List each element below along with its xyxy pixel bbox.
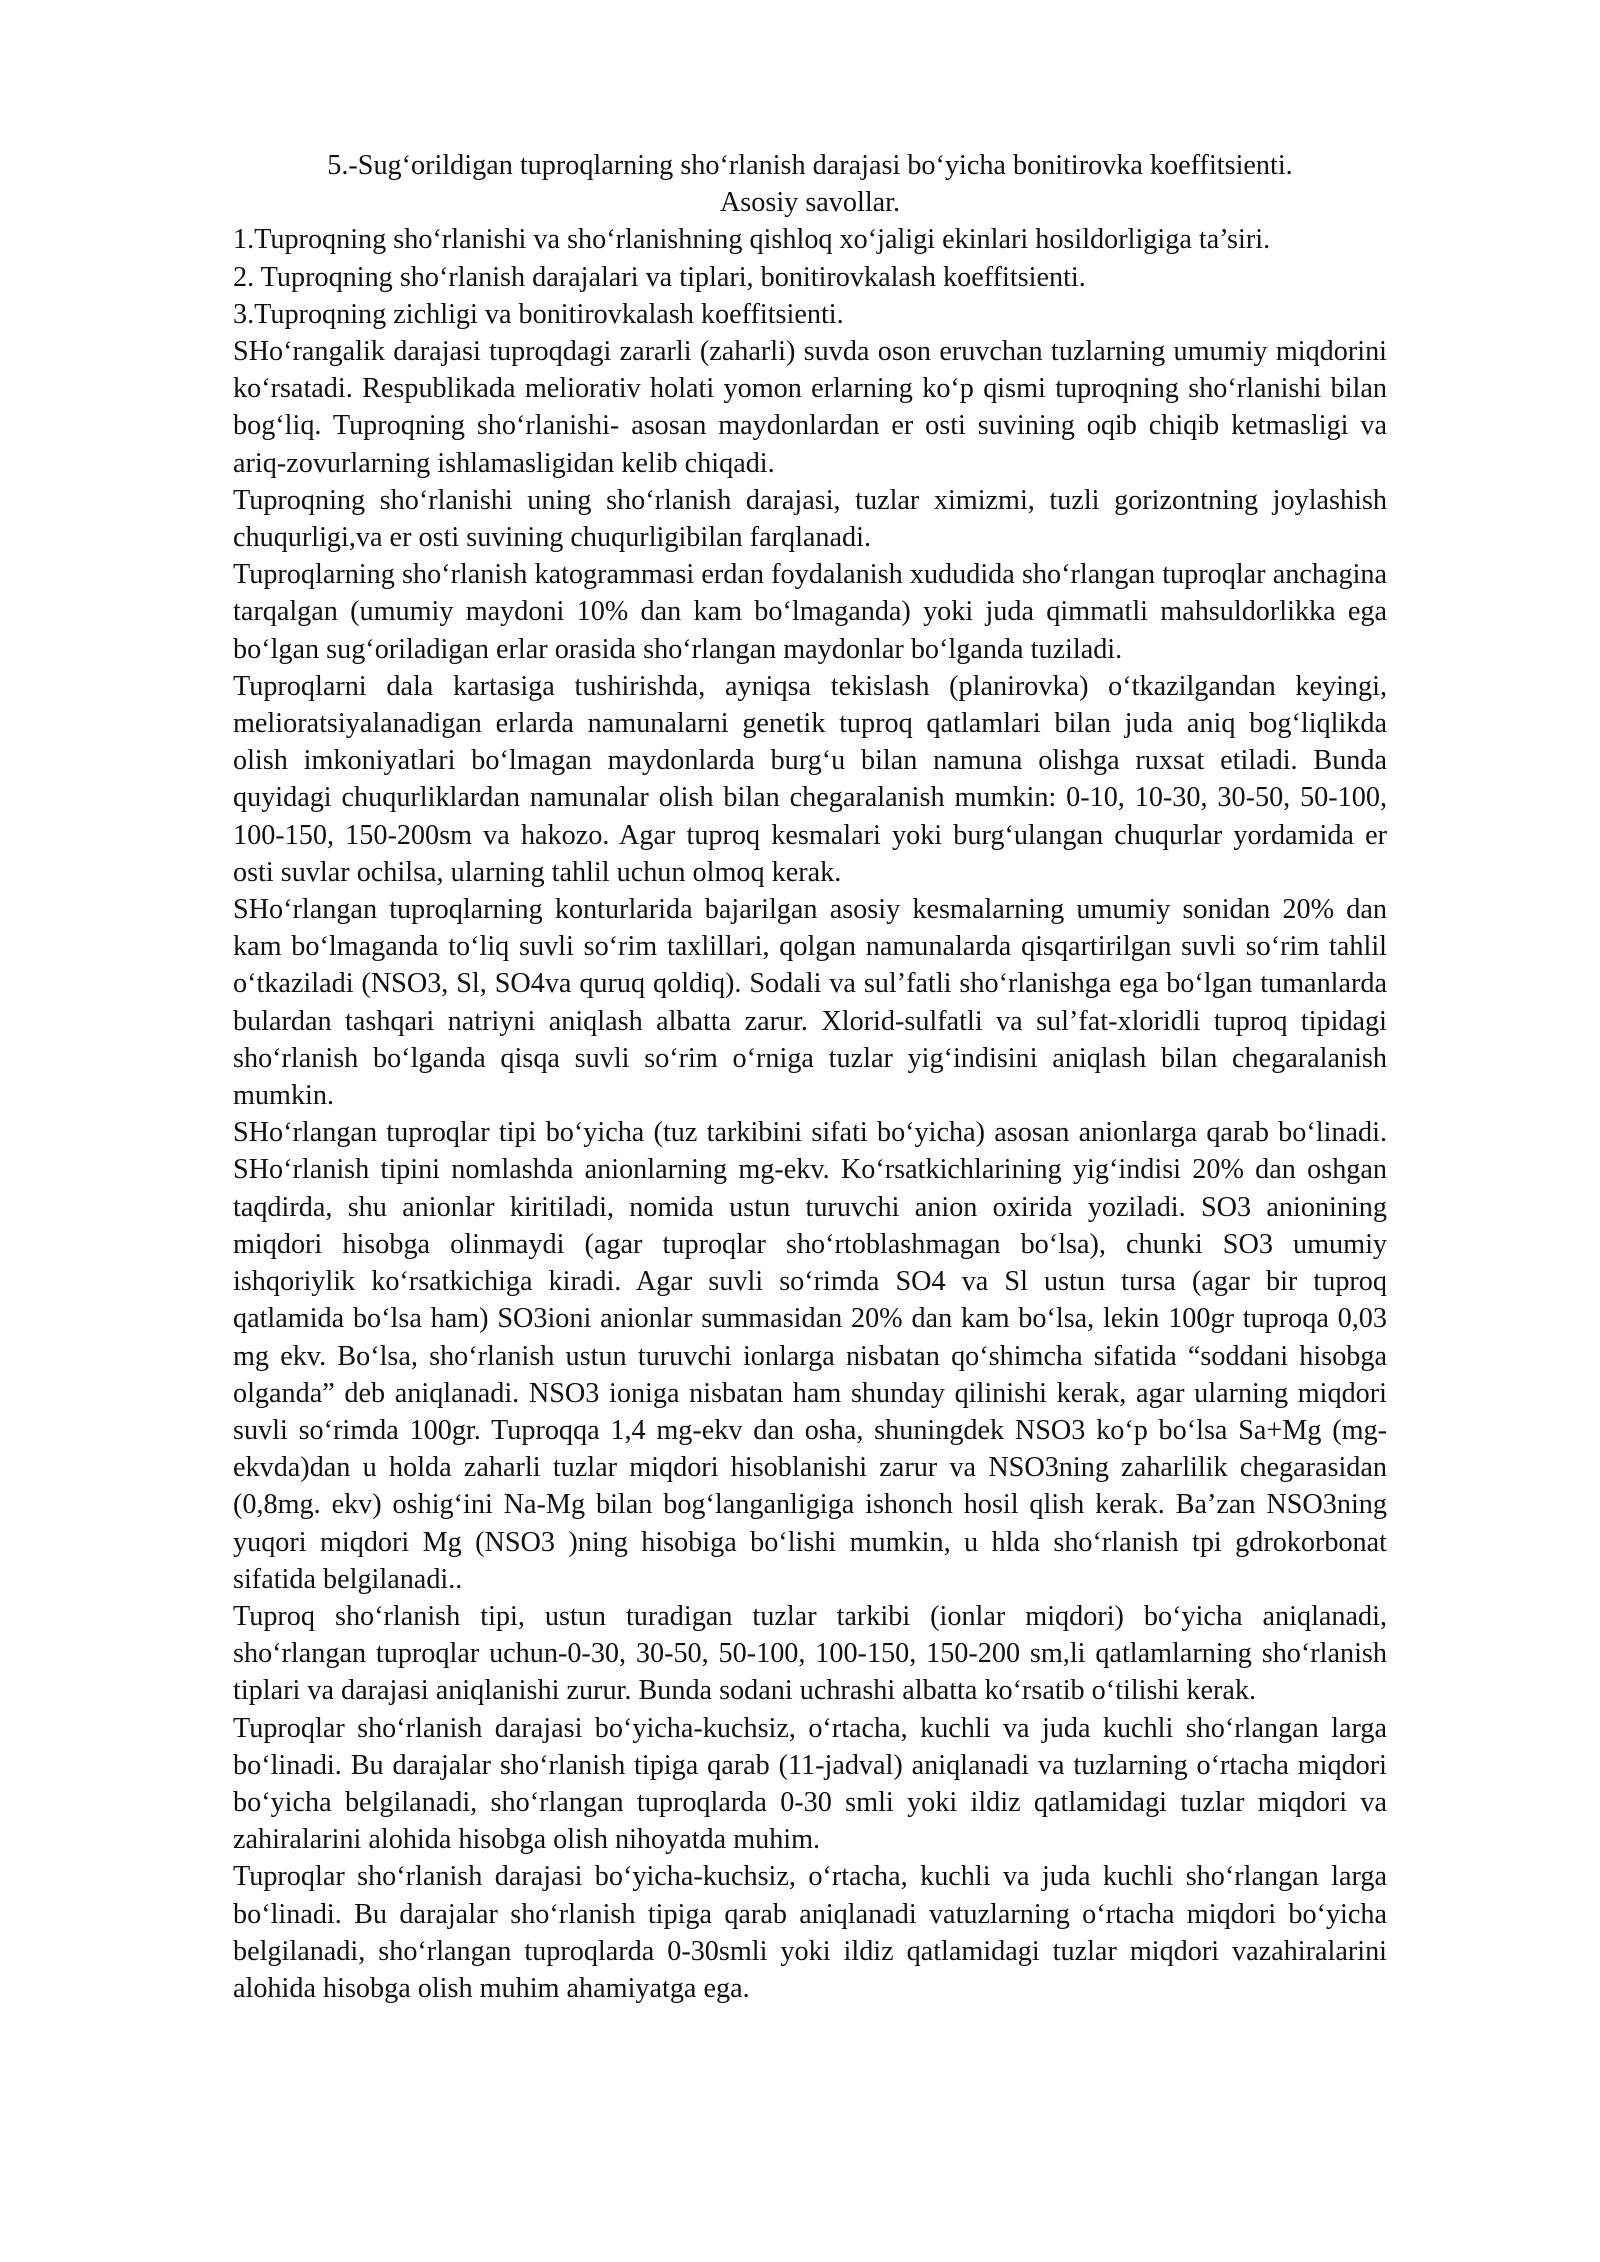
body-paragraph: SHo‘rlangan tuproqlar tipi bo‘yicha (tuz tarkibini sifati bo‘yicha) asosan anionlarga qarab bo‘linadi. SHo‘rlanish tipini nomlashda anionlarning mg-ekv. Ko‘rsatkichlarining yig‘indisi 20% dan oshgan taqdirda, shu anionlar kiritiladi, nomida ustun turuvchi anion oxirida yoziladi. SO3 anionining miqdori hisobga olinmaydi (agar tuproqlar sho‘rtoblashmagan bo‘lsa), chunki SO3 umumiy ishqoriylik ko‘rsatkichiga kiradi. Agar suvli so‘rimda SO4 va Sl ustun tursa (agar bir tuproq qatlamida bo‘lsa ham) SO3ioni anionlar summasidan 20% dan kam bo‘lsa, lekin 100gr tuproqa 0,03 mg ekv. Bo‘lsa, sho‘rlanish ustun turuvchi ionlarga nisbatan qo‘shimcha sifatida “soddani hisobga olganda” deb aniqlanadi. NSO3 ioniga nisbatan ham shunday qilinishi kerak, agar ularning miqdori suvli so‘rimda 100gr. Tuproqqa 1,4 mg-ekv dan osha, shuningdek NSO3 ko‘p bo‘lsa Sa+Mg (mg-ekvda)dan u holda zaharli tuzlar miqdori hisoblanishi zarur va NSO3ning zaharlilik chegarasidan (0,8mg. ekv) oshig‘ini Na-Mg bilan bog‘langanligiga ishonch hosil qlish kerak. Ba’zan NSO3ning yuqori miqdori Mg (NSO3 )ning hisobiga bo‘lishi mumkin, u hlda sho‘rlanish tpi gdrokorbonat sifatida belgilanadi.. [233, 1117, 1387, 1595]
document-title: 5.-Sug‘orildigan tuproqlarning sho‘rlanish darajasi bo‘yicha bonitirovka koeffitsienti. [327, 150, 1293, 181]
body-paragraph: Tuproqlarning sho‘rlanish katogrammasi erdan foydalanish xududida sho‘rlangan tuproqlar anchagina tarqalgan (umumiy maydoni 10% dan kam bo‘lmaganda) yoki juda qimmatli mahsuldorlikka ega bo‘lgan sug‘oriladigan erlar orasida sho‘rlangan maydonlar bo‘lganda tuziladi. [233, 559, 1387, 665]
question-item: 1.Tuproqning sho‘rlanishi va sho‘rlanishning qishloq xo‘jaligi ekinlari hosildorligiga ta’siri. [233, 224, 1271, 256]
body-paragraph: Tuproqlar sho‘rlanish darajasi bo‘yicha-kuchsiz, o‘rtacha, kuchli va juda kuchli sho‘rlangan larga bo‘linadi. Bu darajalar sho‘rlanish tipiga qarab (11-jadval) aniqlanadi va tuzlarning o‘rtacha miqdori bo‘yicha belgilanadi, sho‘rlangan tuproqlarda 0-30 smli yoki ildiz qatlamidagi tuzlar miqdori va zahiralarini alohida hisobga olish nihoyatda muhim. [233, 1712, 1387, 1856]
body-paragraph: Tuproqlarni dala kartasiga tushirishda, ayniqsa tekislash (planirovka) o‘tkazilgandan keyingi, melioratsiyalanadigan erlarda namunalarni genetik tuproq qatlamlari bilan juda aniq bog‘liqlikda olish imkoniyatlari bo‘lmagan maydonlarda burg‘u bilan namuna olishga ruxsat etiladi. Bunda quyidagi chuqurliklardan namunalar olish bilan chegaralanish mumkin: 0-10, 10-30, 30-50, 50-100, 100-150, 150-200sm va hakozo. Agar tuproq kesmalari yoki burg‘ulangan chuqurlar yordamida er osti suvlar ochilsa, ularning tahlil uchun olmoq kerak. [233, 670, 1387, 888]
document-subtitle: Asosiy savollar. [719, 187, 901, 219]
body-paragraph: Tuproqlar sho‘rlanish darajasi bo‘yicha-kuchsiz, o‘rtacha, kuchli va juda kuchli sho‘rlangan larga bo‘linadi. Bu darajalar sho‘rlanish tipiga qarab aniqlanadi vatuzlarning o‘rtacha miqdori bo‘yicha belgilanadi, sho‘rlangan tuproqlarda 0-30smli yoki ildiz qatlamidagi tuzlar miqdori vazahiralarini alohida hisobga olish muhim ahamiyatga ega. [233, 1861, 1387, 2004]
body-paragraph: Tuproqning sho‘rlanishi uning sho‘rlanish darajasi, tuzlar ximizmi, tuzli gorizontning joylashish chuqurligi,va er osti suvining chuqurligibilan farqlanadi. [233, 484, 1387, 554]
body-paragraph: Tuproq sho‘rlanish tipi, ustun turadigan tuzlar tarkibi (ionlar miqdori) bo‘yicha aniqlanadi, sho‘rlangan tuproqlar uchun-0-30, 30-50, 50-100, 100-150, 150-200 sm,li qatlamlarning sho‘rlanish tiplari va darajasi aniqlanishi zurur. Bunda sodani uchrashi albatta ko‘rsatib o‘tilishi kerak. [233, 1600, 1387, 1707]
body-paragraph: SHo‘rlangan tuproqlarning konturlarida bajarilgan asosiy kesmalarning umumiy sonidan 20% dan kam bo‘lmaganda to‘liq suvli so‘rim taxlillari, qolgan namunalarda qisqartirilgan suvli so‘rim tahlil o‘tkaziladi (NSO3, Sl, SO4va quruq qoldiq). Sodali va sul’fatli sho‘rlanishga ega bo‘lgan tumanlarda bulardan tashqari natriyni aniqlash albatta zarur. Xlorid-sulfatli va sul’fat-xloridli tuproq tipidagi sho‘rlanish bo‘lganda qisqa suvli so‘rim o‘rniga tuzlar yig‘indisini aniqlash bilan chegaralanish mumkin. [233, 894, 1387, 1112]
document-page [233, 147, 1387, 2007]
question-item: 3.Tuproqning zichligi va bonitirovkalash koeffitsienti. [233, 298, 844, 330]
body-paragraph: SHo‘rangalik darajasi tuproqdagi zararli (zaharli) suvda oson eruvchan tuzlarning umumiy miqdorini ko‘rsatadi. Respublikada meliorativ holati yomon erlarning ko‘p qismi tuproqning sho‘rlanishi bilan bog‘liq. Tuproqning sho‘rlanishi- asosan maydonlardan er osti suvining oqib chiqib ketmasligi va ariq-zovurlarning ishlamasligidan kelib chiqadi. [233, 336, 1387, 479]
question-item: 2. Tuproqning sho‘rlanish darajalari va tiplari, bonitirovkalash koeffitsienti. [233, 261, 1086, 293]
